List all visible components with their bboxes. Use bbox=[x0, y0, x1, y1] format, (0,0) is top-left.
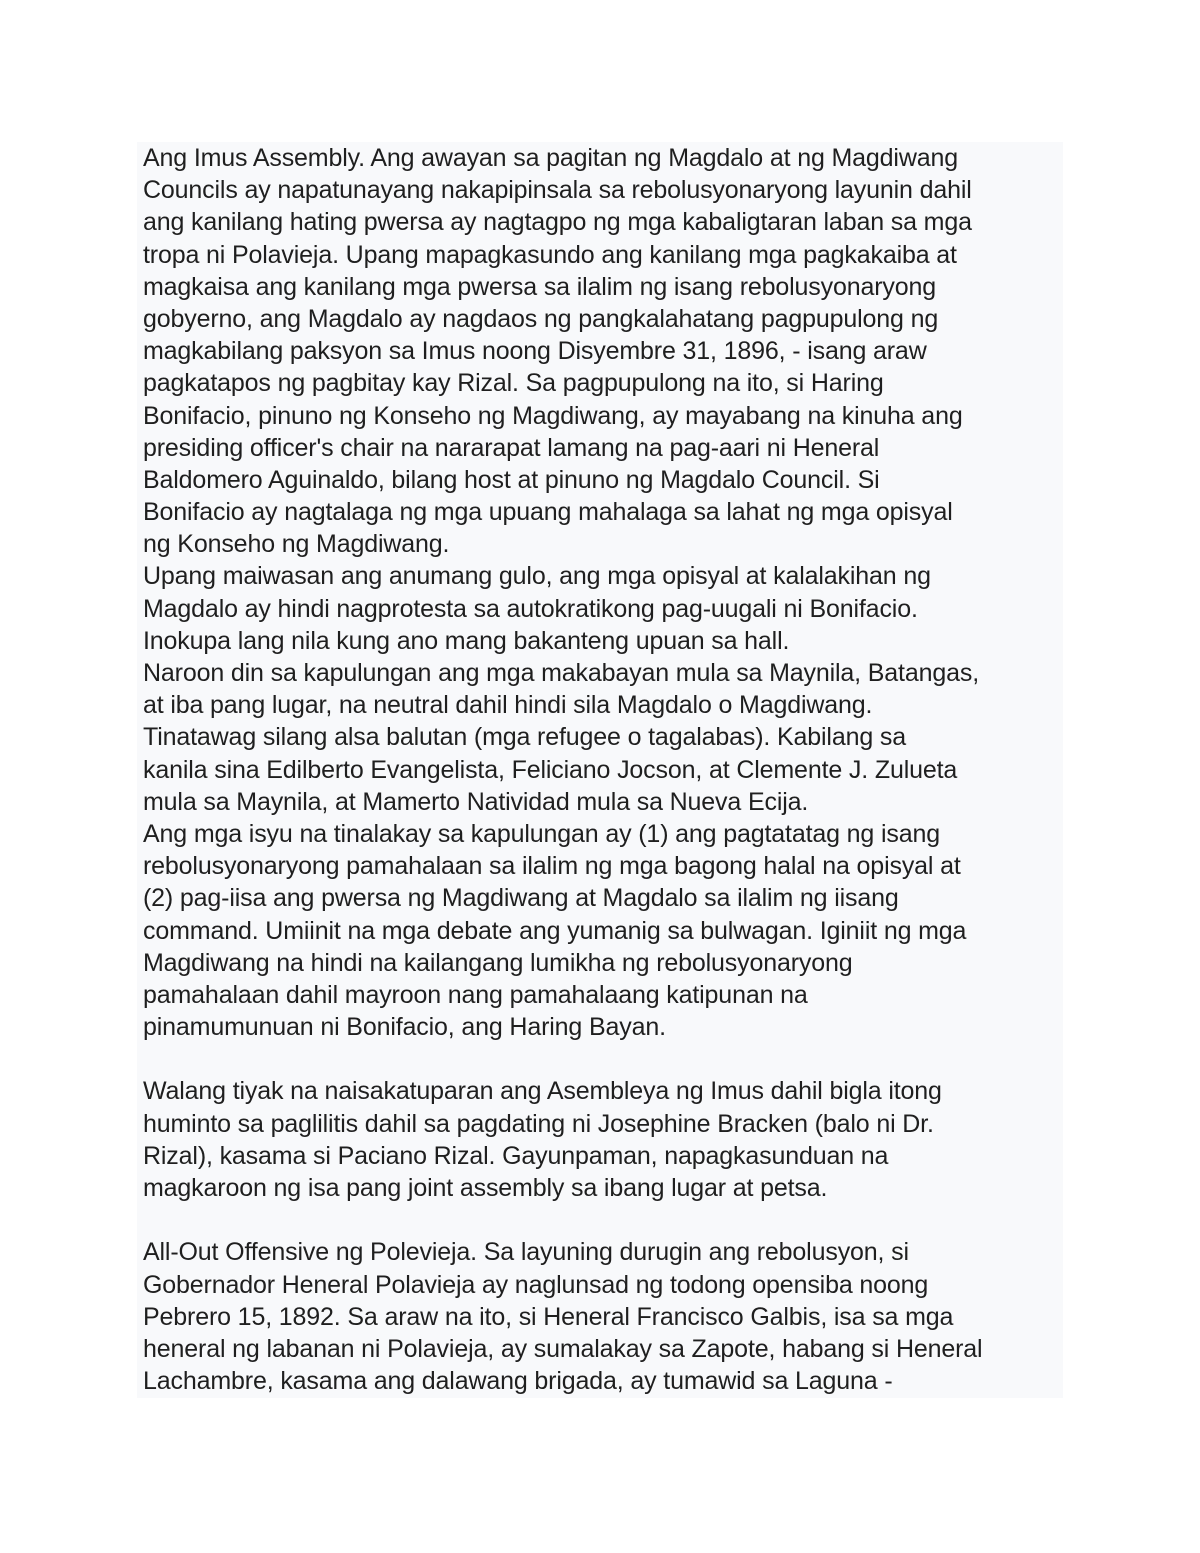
text-line: ng Konseho ng Magdiwang. bbox=[143, 530, 450, 559]
text-line: magkaroon ng isa pang joint assembly sa ibang lugar at petsa. bbox=[143, 1174, 828, 1202]
text-line: pamahalaan dahil mayroon nang pamahalaang katipunan na bbox=[143, 980, 808, 1009]
text-line: Walang tiyak na naisakatuparan ang Asembleya ng Imus dahil bigla itong bbox=[143, 1077, 942, 1106]
text-line: pagkatapos ng pagbitay kay Rizal. Sa pagpupulong na ito, si Haring bbox=[143, 369, 884, 398]
text-line: Upang maiwasan ang anumang gulo, ang mga opisyal at kalalakihan ng bbox=[143, 562, 931, 591]
text-line: Pebrero 15, 1892. Sa araw na ito, si Heneral Francisco Galbis, isa sa mga bbox=[143, 1302, 954, 1331]
text-line: Naroon din sa kapulungan ang mga makabayan mula sa Maynila, Batangas, bbox=[143, 659, 980, 687]
text-line: Councils ay napatunayang nakapipinsala sa rebolusyonaryong layunin dahil bbox=[143, 176, 972, 205]
text-line: mula sa Maynila, at Mamerto Natividad mula sa Nueva Ecija. bbox=[143, 787, 809, 816]
text-line: (2) pag-iisa ang pwersa ng Magdiwang at Magdalo sa ilalim ng iisang bbox=[143, 884, 899, 913]
text-line: command. Umiinit na mga debate ang yumanig sa bulwagan. Iginiit ng mga bbox=[143, 916, 967, 945]
text-line: Inokupa lang nila kung ano mang bakanteng upuan sa hall. bbox=[143, 626, 790, 655]
text-line: pinamumunuan ni Bonifacio, ang Haring Bayan. bbox=[143, 1013, 666, 1042]
text-line: Ang Imus Assembly. Ang awayan sa pagitan ng Magdalo at ng Magdiwang bbox=[143, 144, 958, 172]
text-line: All-Out Offensive ng Polevieja. Sa layuning durugin ang rebolusyon, si bbox=[143, 1238, 909, 1267]
paragraph-spacer bbox=[143, 1204, 1059, 1236]
text-line: Baldomero Aguinaldo, bilang host at pinuno ng Magdalo Council. Si bbox=[143, 465, 880, 494]
text-line: heneral ng labanan ni Polavieja, ay sumalakay sa Zapote, habang si Heneral bbox=[143, 1334, 983, 1363]
text-line: Magdalo ay hindi nagprotesta sa autokratikong pag-uugali ni Bonifacio. bbox=[143, 594, 918, 623]
text-line: magkabilang paksyon sa Imus noong Disyembre 31, 1896, - isang araw bbox=[143, 337, 927, 366]
paragraph-spacer bbox=[143, 1043, 1059, 1075]
text-line: presiding officer's chair na nararapat lamang na pag-aari ni Heneral bbox=[143, 433, 880, 462]
text-line: Ang mga isyu na tinalakay sa kapulungan ay (1) ang pagtatatag ng isang bbox=[143, 819, 940, 848]
text-line: Tinatawag silang alsa balutan (mga refugee o tagalabas). Kabilang sa bbox=[143, 723, 906, 752]
text-line: kanila sina Edilberto Evangelista, Feliciano Jocson, at Clemente J. Zulueta bbox=[143, 755, 958, 784]
text-line: rebolusyonaryong pamahalaan sa ilalim ng mga bagong halal na opisyal at bbox=[143, 852, 961, 881]
text-line: tropa ni Polavieja. Upang mapagkasundo ang kanilang mga pagkakaiba at bbox=[143, 240, 957, 269]
text-line: magkaisa ang kanilang mga pwersa sa ilalim ng isang rebolusyonaryong bbox=[143, 272, 937, 301]
text-line: Lachambre, kasama ang dalawang brigada, ay tumawid sa Laguna - bbox=[143, 1367, 893, 1396]
text-line: gobyerno, ang Magdalo ay nagdaos ng pangkalahatang pagpupulong ng bbox=[143, 304, 939, 333]
document-text-block bbox=[137, 142, 1063, 1398]
text-line: ang kanilang hating pwersa ay nagtagpo ng mga kabaligtaran laban sa mga bbox=[143, 208, 972, 237]
text-line: Magdiwang na hindi na kailangang lumikha ng rebolusyonaryong bbox=[143, 948, 853, 977]
text-line: at iba pang lugar, na neutral dahil hindi sila Magdalo o Magdiwang. bbox=[143, 691, 873, 720]
text-line: Bonifacio ay nagtalaga ng mga upuang mahalaga sa lahat ng mga opisyal bbox=[143, 498, 953, 527]
text-line: Bonifacio, pinuno ng Konseho ng Magdiwang, ay mayabang na kinuha ang bbox=[143, 401, 963, 430]
text-line: huminto sa paglilitis dahil sa pagdating ni Josephine Bracken (balo ni Dr. bbox=[143, 1109, 934, 1138]
text-line: Rizal), kasama si Paciano Rizal. Gayunpaman, napagkasunduan na bbox=[143, 1141, 889, 1170]
text-line: Gobernador Heneral Polavieja ay naglunsad ng todong opensiba noong bbox=[143, 1270, 929, 1299]
